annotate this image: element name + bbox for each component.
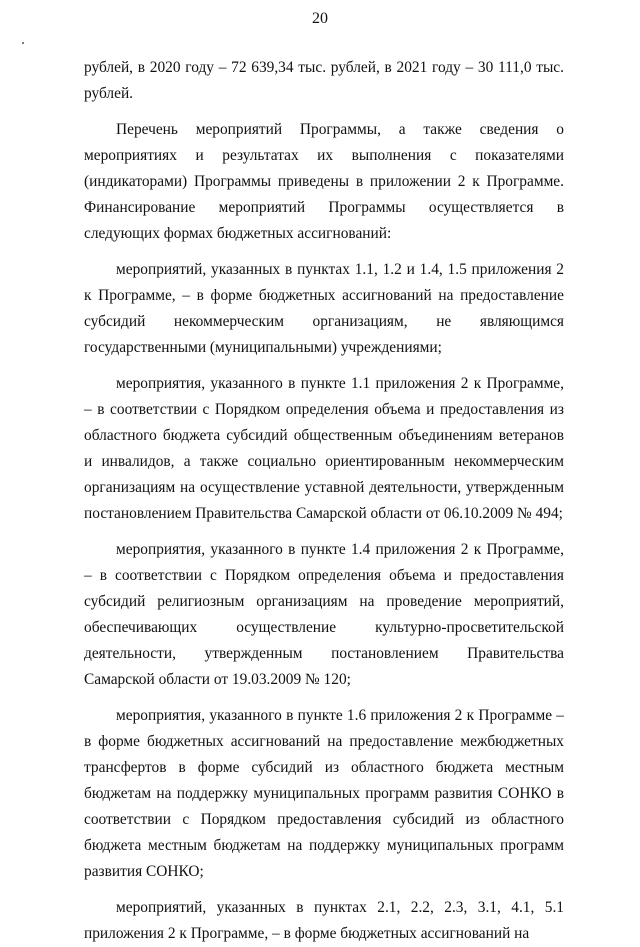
paragraph-item-1-1: мероприятия, указанного в пункте 1.1 приложения 2 к Программе, – в соответствии с Порядком определения объема и предоставления из областного бюджета субсидий общественным объединениям ветеранов и инвалидов, а также социально ориентированным некоммерческим организациям на осуществление уставной деятельности, утвержденным постановлением Правительства Самарской области от 06.10.2009 № 494;: [84, 375, 564, 522]
page-number: 20: [312, 10, 328, 27]
scan-speck: [22, 42, 24, 44]
paragraph-items-1-1-1-5: мероприятий, указанных в пунктах 1.1, 1.2 и 1.4, 1.5 приложения 2 к Программе, – в форме бюджетных ассигнований на предоставление субсидий некоммерческим организациям, не являющимся государственными (муниципальными) учреждениями;: [84, 261, 564, 356]
paragraph-items-2-1-5-1: мероприятий, указанных в пунктах 2.1, 2.2, 2.3, 3.1, 4.1, 5.1 приложения 2 к Программе, – в форме бюджетных ассигнований на: [84, 899, 564, 942]
paragraph-continuation: рублей, в 2020 году – 72 639,34 тыс. рублей, в 2021 году – 30 111,0 тыс. рублей.: [84, 59, 564, 102]
paragraph-program-list: Перечень мероприятий Программы, а также сведения о мероприятиях и результатах их выполнения с показателями (индикаторами) Программы приведены в приложении 2 к Программе. Финансирование мероприятий Программы осуществляется в следующих формах бюджетных ассигнований:: [84, 121, 564, 242]
paragraph-item-1-4: мероприятия, указанного в пункте 1.4 приложения 2 к Программе, – в соответствии с Порядком определения объема и предоставления субсидий религиозным организациям на проведение мероприятий, обеспечивающих осуществление культурно-просветительской деятельности, утвержденным постановлением Правительства Самарской области от 19.03.2009 № 120;: [84, 541, 564, 688]
body-text: [84, 55, 564, 947]
paragraph-item-1-6: мероприятия, указанного в пункте 1.6 приложения 2 к Программе – в форме бюджетных ассигнований на предоставление межбюджетных трансфертов в форме субсидий из областного бюджета местным бюджетам на поддержку муниципальных программ развития СОНКО в соответствии с Порядком предоставления субсидий из областного бюджета местным бюджетам на поддержку муниципальных программ развития СОНКО;: [84, 707, 564, 880]
